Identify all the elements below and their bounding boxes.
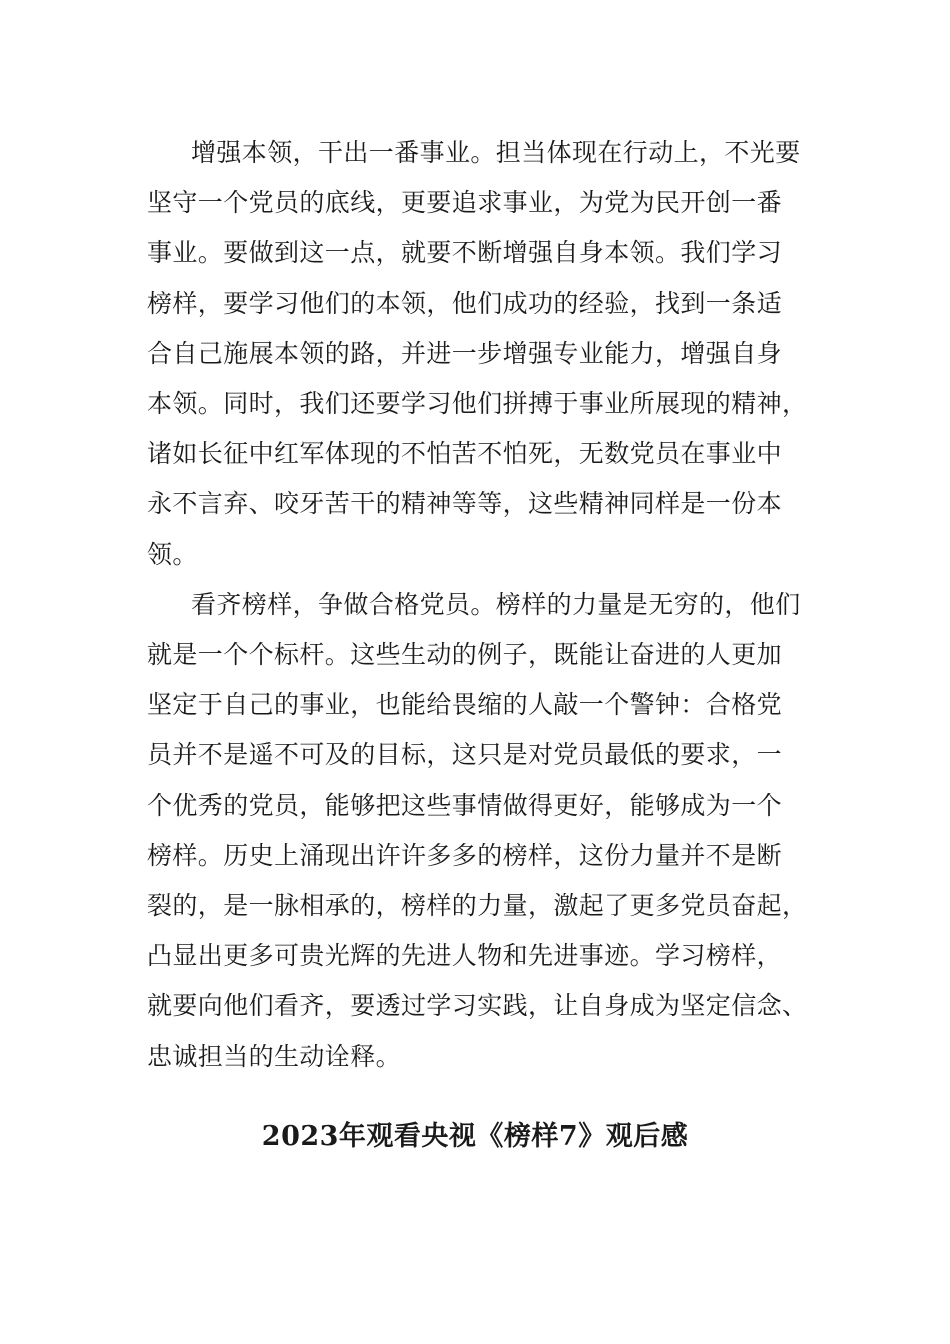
paragraph-1 [147,128,807,580]
text-line: 增强本领，干出一番事业。担当体现在行动上，不光要 [191,138,801,167]
text-line: 坚守一个党员的底线，更要追求事业，为党为民开创一番 [147,188,783,218]
text-line: 领。 [147,539,198,569]
text-line: 合自己施展本领的路，并进一步增强专业能力，增强自身 [147,338,783,368]
text-line: 凸显出更多可贵光辉的先进人物和先进事迹。学习榜样， [147,941,783,971]
text-line: 就要向他们看齐，要透过学习实践，让自身成为坚定信念、 [147,991,808,1021]
text-line: 事业。要做到这一点，就要不断增强自身本领。我们学习 [147,238,783,268]
text-line: 本领。同时，我们还要学习他们拼搏于事业所展现的精神， [147,389,808,419]
next-article-title: 2023年观看央视《榜样7》观后感 [261,1121,689,1153]
text-line: 看齐榜样，争做合格党员。榜样的力量是无穷的，他们 [191,589,801,619]
text-line: 裂的，是一脉相承的，榜样的力量，激起了更多党员奋起， [147,891,808,921]
document-body [147,128,807,1082]
text-line: 忠诚担当的生动诠释。 [147,1041,402,1071]
text-line: 员并不是遥不可及的目标，这只是对党员最低的要求，一 [147,740,783,770]
paragraph-2 [147,580,807,1082]
text-line: 榜样。历史上涌现出许许多多的榜样，这份力量并不是断 [147,840,783,870]
text-line: 榜样，要学习他们的本领，他们成功的经验，找到一条适 [147,288,783,318]
text-line: 永不言弃、咬牙苦干的精神等等，这些精神同样是一份本 [147,489,783,519]
text-line: 就是一个个标杆。这些生动的例子，既能让奋进的人更加 [147,640,783,670]
text-line: 诸如长征中红军体现的不怕苦不怕死，无数党员在事业中 [147,439,783,469]
text-line: 个优秀的党员，能够把这些事情做得更好，能够成为一个 [147,790,783,820]
text-line: 坚定于自己的事业，也能给畏缩的人敲一个警钟：合格党 [147,690,783,720]
